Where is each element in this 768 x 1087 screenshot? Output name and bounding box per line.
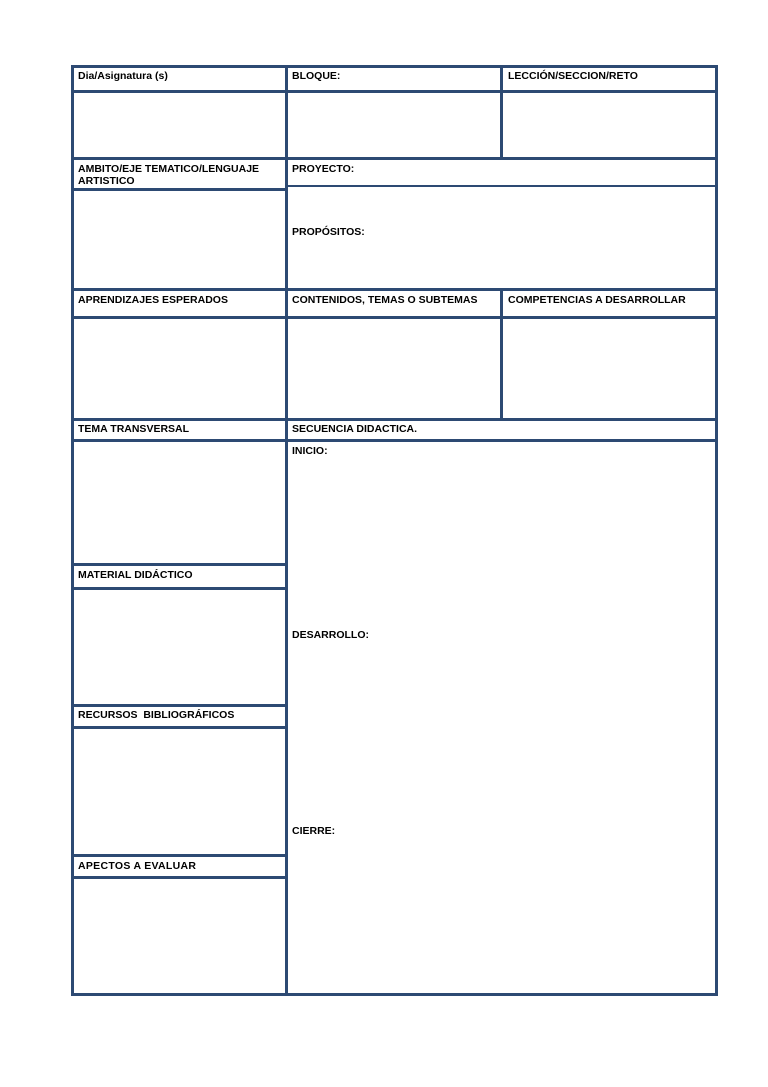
label-secuencia: SECUENCIA DIDACTICA. — [292, 423, 418, 435]
field-tema-transversal[interactable] — [74, 442, 285, 563]
frame-right — [715, 65, 718, 996]
field-proyecto-propositos[interactable] — [288, 187, 715, 288]
hline-row4-start — [71, 418, 718, 421]
label-recursos: RECURSOS BIBLIOGRÁFICOS — [78, 709, 235, 721]
label-aprendizajes: APRENDIZAJES ESPERADOS — [78, 294, 228, 306]
hline-row3-start — [71, 288, 718, 291]
label-dia-asignatura: Dia/Asignatura (s) — [78, 70, 168, 82]
field-recursos[interactable] — [74, 729, 285, 854]
label-bloque: BLOQUE: — [292, 70, 341, 82]
field-competencias[interactable] — [503, 319, 715, 418]
field-aspectos[interactable] — [74, 879, 285, 993]
label-competencias: COMPETENCIAS A DESARROLLAR — [508, 294, 686, 306]
label-ambito: AMBITO/EJE TEMATICO/LENGUAJE ARTISTICO — [78, 163, 260, 187]
field-contenidos[interactable] — [288, 319, 500, 418]
hline-row1-end — [71, 157, 718, 160]
frame-bottom — [71, 993, 718, 996]
hline-aspectos-top — [71, 854, 288, 857]
field-secuencia[interactable] — [288, 442, 715, 993]
label-leccion: LECCIÓN/SECCION/RETO — [508, 70, 638, 82]
label-contenidos: CONTENIDOS, TEMAS O SUBTEMAS — [292, 294, 478, 306]
field-leccion[interactable] — [503, 93, 715, 157]
label-material: MATERIAL DIDÁCTICO — [78, 569, 193, 581]
hline-recursos-top — [71, 704, 288, 707]
label-cierre: CIERRE: — [292, 825, 336, 837]
frame-top — [71, 65, 718, 68]
hline-material-top — [71, 563, 288, 566]
label-aspectos: APECTOS A EVALUAR — [78, 860, 197, 872]
field-dia-asignatura[interactable] — [74, 93, 285, 157]
label-inicio: INICIO: — [292, 445, 328, 457]
label-proyecto: PROYECTO: — [292, 163, 355, 175]
label-desarrollo: DESARROLLO: — [292, 629, 369, 641]
field-aprendizajes[interactable] — [74, 319, 285, 418]
field-ambito[interactable] — [74, 191, 285, 288]
label-propositos: PROPÓSITOS: — [292, 226, 365, 238]
field-bloque[interactable] — [288, 93, 500, 157]
label-tema-transversal: TEMA TRANSVERSAL — [78, 423, 190, 435]
field-material[interactable] — [74, 590, 285, 704]
